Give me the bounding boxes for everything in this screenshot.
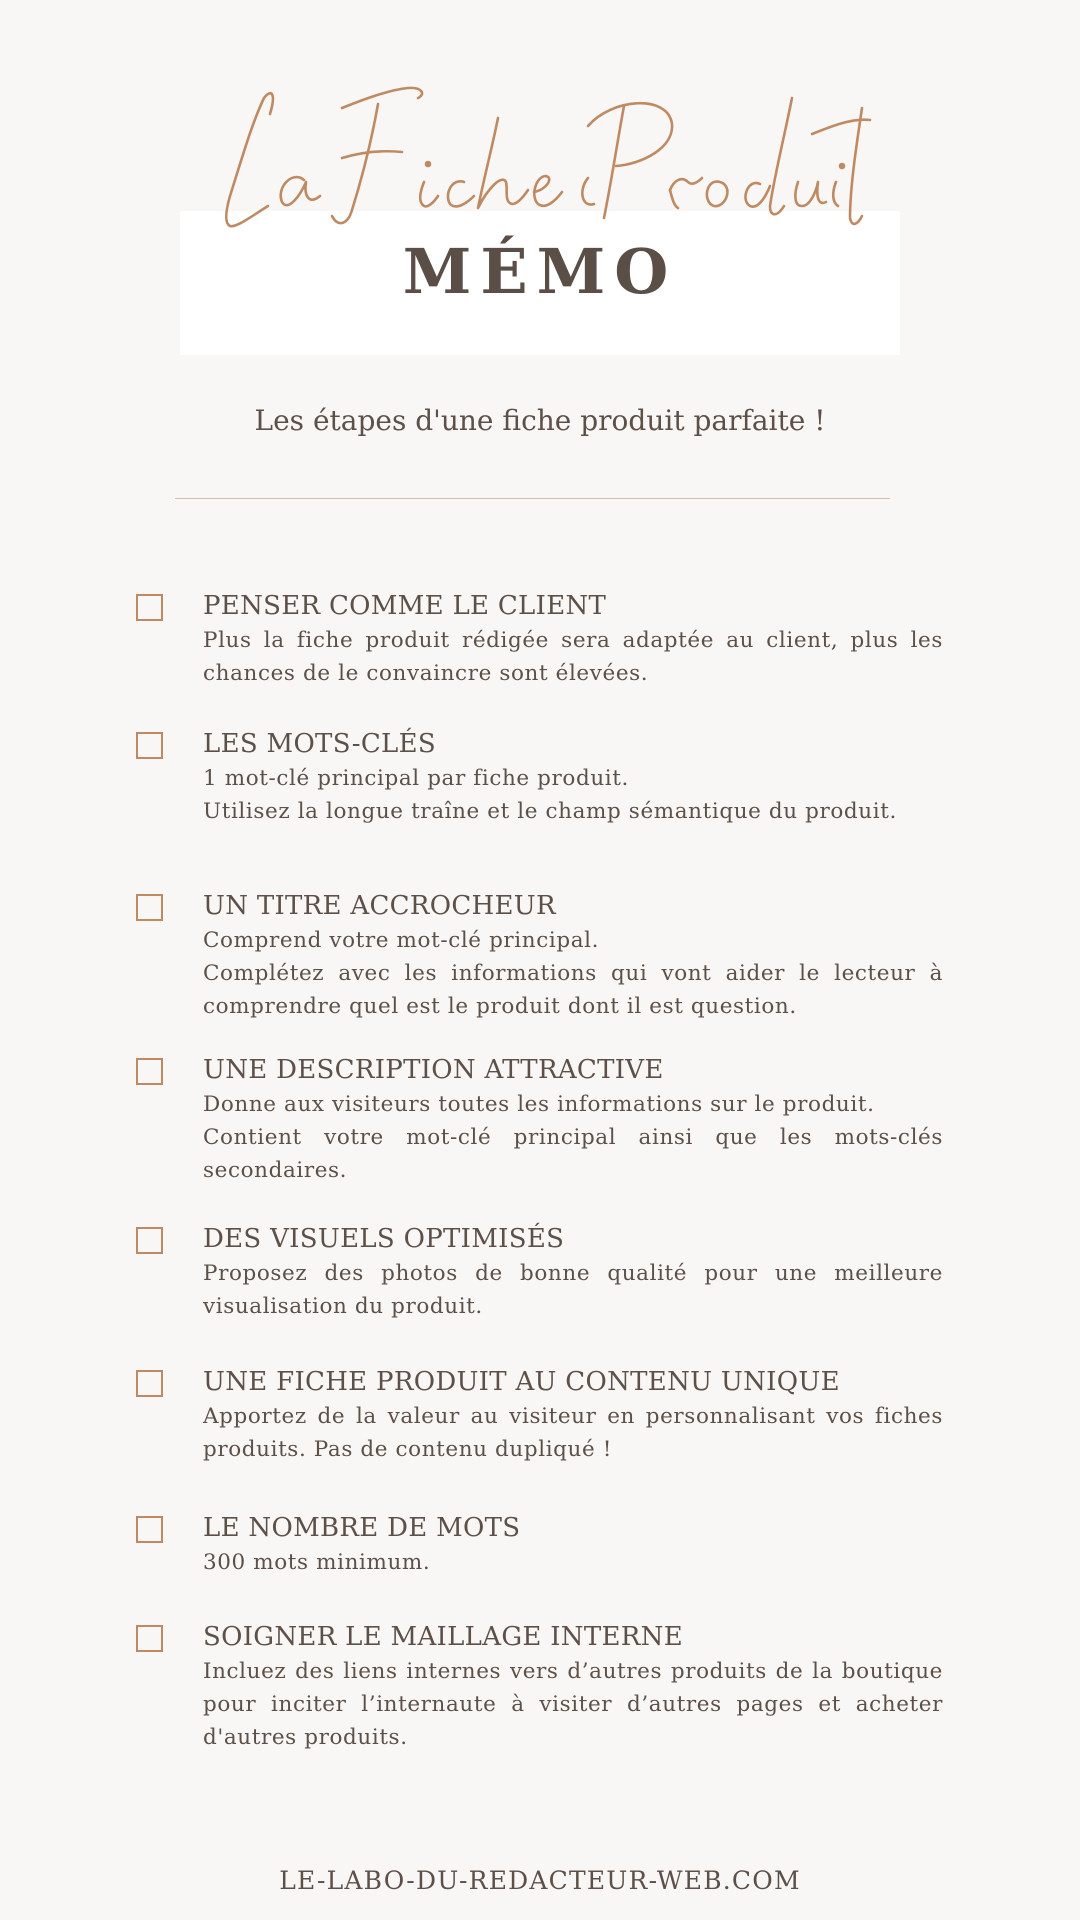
footer-website: LE-LABO-DU-REDACTEUR-WEB.COM xyxy=(279,1866,801,1895)
checkbox[interactable] xyxy=(136,1370,163,1397)
item-text: Complétez avec les informations qui vont aider le lecteur à comprendre quel est le produit dont il est question. xyxy=(203,961,943,1019)
item-title: UNE DESCRIPTION ATTRACTIVE xyxy=(203,1055,664,1085)
item-text: Apportez de la valeur au visiteur en personnalisant vos fiches produits. Pas de contenu dupliqué ! xyxy=(203,1404,943,1462)
checkbox[interactable] xyxy=(136,594,163,621)
item-text: 300 mots minimum. xyxy=(203,1550,431,1575)
item-title: UNE FICHE PRODUIT AU CONTENU UNIQUE xyxy=(203,1367,840,1397)
item-title: LE NOMBRE DE MOTS xyxy=(203,1513,521,1543)
item-title: PENSER COMME LE CLIENT xyxy=(203,591,607,621)
item-text: Utilisez la longue traîne et le champ sémantique du produit. xyxy=(203,799,897,824)
header-divider xyxy=(175,498,890,499)
page-subtitle: Les étapes d'une fiche produit parfaite ! xyxy=(254,404,826,437)
item-text: Incluez des liens internes vers d’autres produits de la boutique pour inciter l’internaute à visiter d’autres pages et acheter d'autres produits. xyxy=(203,1659,943,1750)
checkbox[interactable] xyxy=(136,894,163,921)
script-title-logo xyxy=(212,78,872,236)
item-text: 1 mot-clé principal par fiche produit. xyxy=(203,766,629,791)
item-title: SOIGNER LE MAILLAGE INTERNE xyxy=(203,1622,683,1652)
item-title: DES VISUELS OPTIMISÉS xyxy=(203,1224,565,1254)
checkbox[interactable] xyxy=(136,1227,163,1254)
checkbox[interactable] xyxy=(136,1516,163,1543)
checkbox[interactable] xyxy=(136,732,163,759)
item-text: Proposez des photos de bonne qualité pour une meilleure visualisation du produit. xyxy=(203,1261,943,1319)
item-text: Comprend votre mot-clé principal. xyxy=(203,928,600,953)
memo-heading: MÉMO xyxy=(402,235,678,308)
item-text: Contient votre mot-clé principal ainsi que les mots-clés secondaires. xyxy=(203,1125,943,1183)
item-title: UN TITRE ACCROCHEUR xyxy=(203,891,556,921)
item-title: LES MOTS-CLÉS xyxy=(203,729,436,759)
item-text: Plus la fiche produit rédigée sera adaptée au client, plus les chances de le convaincre sont élevées. xyxy=(203,628,943,686)
item-text: Donne aux visiteurs toutes les informations sur le produit. xyxy=(203,1092,875,1117)
checkbox[interactable] xyxy=(136,1625,163,1652)
checkbox[interactable] xyxy=(136,1058,163,1085)
